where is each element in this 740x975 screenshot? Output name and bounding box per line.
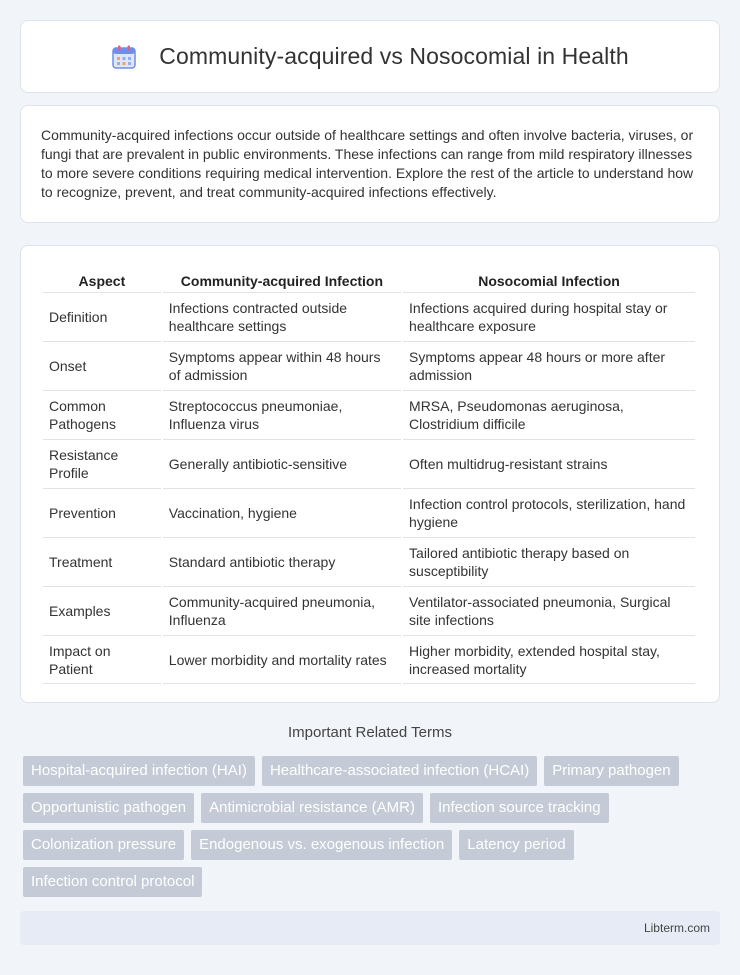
page-title: Community-acquired vs Nosocomial in Health (159, 43, 629, 69)
cell-nosocomial: Infection control protocols, sterilization, hand hygiene (403, 488, 695, 537)
cell-nosocomial: Infections acquired during hospital stay or healthcare exposure (403, 292, 695, 341)
cell-nosocomial: Higher morbidity, extended hospital stay, increased mortality (403, 635, 695, 684)
cell-nosocomial: Tailored antibiotic therapy based on susceptibility (403, 537, 695, 586)
intro-card (20, 105, 720, 223)
header-nosocomial: Nosocomial Infection (478, 273, 620, 289)
related-term-tag[interactable]: Infection source tracking (430, 793, 609, 823)
cell-aspect: Impact on Patient (43, 635, 161, 684)
cell-community: Generally antibiotic-sensitive (163, 439, 401, 488)
related-term-tag[interactable]: Endogenous vs. exogenous infection (191, 830, 452, 860)
related-term-tag[interactable]: Antimicrobial resistance (AMR) (201, 793, 423, 823)
header-community: Community-acquired Infection (180, 273, 384, 289)
cell-aspect: Common Pathogens (43, 390, 161, 439)
table-row (43, 488, 695, 537)
header-aspect: Aspect (78, 273, 126, 289)
related-term-tag[interactable]: Healthcare-associated infection (HCAI) (262, 756, 537, 786)
cell-community: Infections contracted outside healthcare settings (163, 292, 401, 341)
cell-community: Standard antibiotic therapy (163, 537, 401, 586)
footer (20, 911, 720, 945)
table-row (43, 635, 695, 684)
calendar-icon (111, 44, 137, 70)
cell-community: Symptoms appear within 48 hours of admission (163, 341, 401, 390)
table-row (43, 292, 695, 341)
related-term-tag[interactable]: Latency period (459, 830, 573, 860)
cell-nosocomial: Symptoms appear 48 hours or more after admission (403, 341, 695, 390)
cell-community: Lower morbidity and mortality rates (163, 635, 401, 684)
table-row (43, 537, 695, 586)
table-row (43, 586, 695, 635)
related-terms-list (23, 756, 723, 897)
table-row (43, 390, 695, 439)
table-header-row (43, 266, 695, 292)
table-row (43, 439, 695, 488)
related-term-tag[interactable]: Hospital-acquired infection (HAI) (23, 756, 255, 786)
table-row (43, 341, 695, 390)
cell-community: Community-acquired pneumonia, Influenza (163, 586, 401, 635)
cell-aspect: Definition (43, 292, 161, 341)
cell-community: Vaccination, hygiene (163, 488, 401, 537)
related-term-tag[interactable]: Infection control protocol (23, 867, 202, 897)
related-terms-title: Important Related Terms (288, 724, 452, 741)
related-term-tag[interactable]: Colonization pressure (23, 830, 184, 860)
cell-aspect: Resistance Profile (43, 439, 161, 488)
cell-nosocomial: Often multidrug-resistant strains (403, 439, 695, 488)
header-card (20, 20, 720, 93)
footer-brand-link[interactable]: Libterm.com (643, 921, 710, 935)
comparison-table (41, 266, 697, 684)
related-term-tag[interactable]: Primary pathogen (544, 756, 678, 786)
cell-aspect: Onset (43, 341, 161, 390)
related-term-tag[interactable]: Opportunistic pathogen (23, 793, 194, 823)
intro-text: Community-acquired infections occur outside of healthcare settings and often involve bacteria, viruses, or fungi that are prevalent in public environments. These infections can range from mild respiratory illnesses to more severe conditions requiring medical intervention. Explore the rest of the article to understand how to recognize, prevent, and treat community-acquired infections effectively. (41, 127, 694, 200)
cell-aspect: Treatment (43, 537, 161, 586)
cell-community: Streptococcus pneumoniae, Influenza virus (163, 390, 401, 439)
cell-aspect: Prevention (43, 488, 161, 537)
cell-nosocomial: MRSA, Pseudomonas aeruginosa, Clostridium difficile (403, 390, 695, 439)
cell-nosocomial: Ventilator-associated pneumonia, Surgical site infections (403, 586, 695, 635)
comparison-table-card (20, 245, 720, 703)
cell-aspect: Examples (43, 586, 161, 635)
